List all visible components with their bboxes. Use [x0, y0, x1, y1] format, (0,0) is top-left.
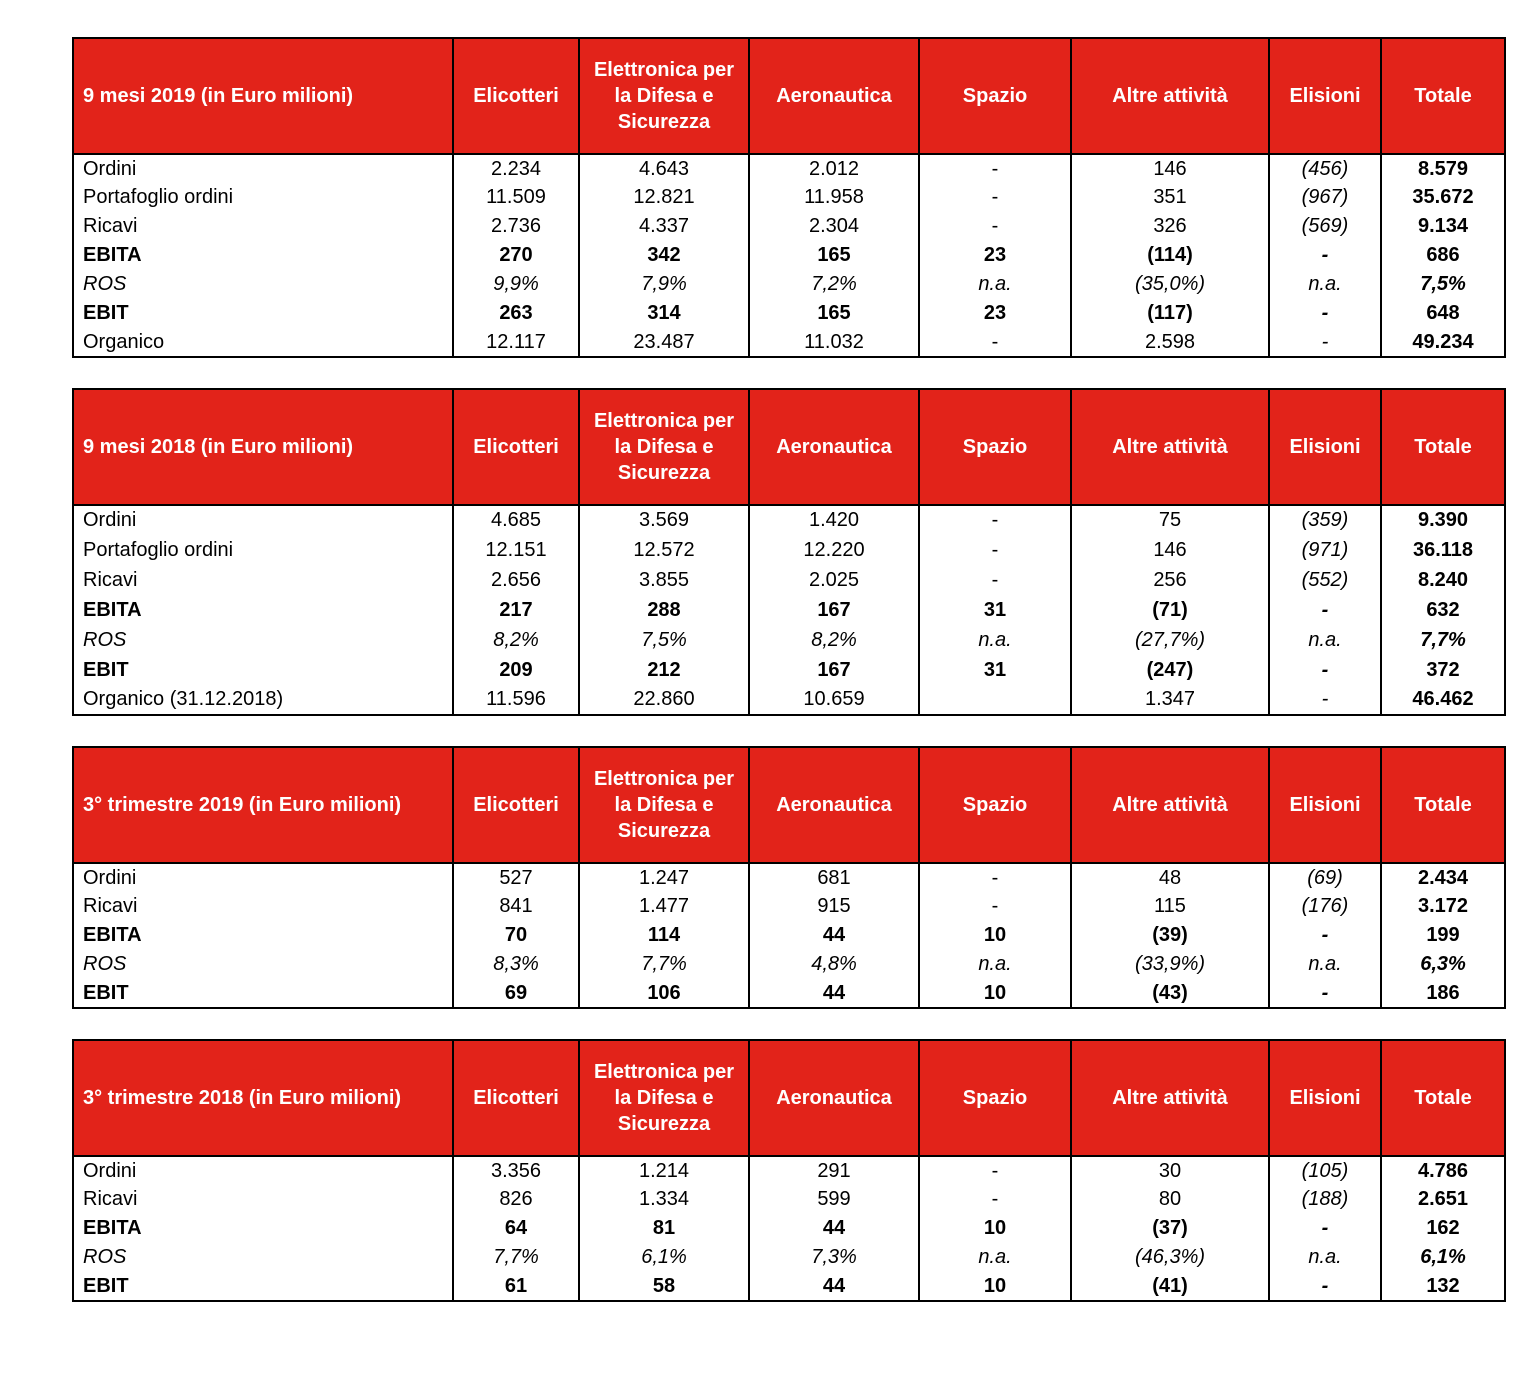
cell-totale: 648 — [1381, 299, 1505, 328]
cell-elettronica: 4.643 — [579, 154, 749, 183]
cell-altre-attivita: 1.347 — [1071, 685, 1269, 715]
table-row-ebita — [73, 595, 1505, 625]
cell-spazio: n.a. — [919, 625, 1071, 655]
column-header-totale: Totale — [1381, 38, 1505, 154]
cell-aeronautica: 165 — [749, 241, 919, 270]
cell-elisioni: n.a. — [1269, 950, 1381, 979]
cell-spazio: 10 — [919, 1214, 1071, 1243]
column-header-altre-attivita: Altre attività — [1071, 389, 1269, 505]
cell-altre-attivita: (71) — [1071, 595, 1269, 625]
cell-elicotteri: 527 — [453, 863, 579, 892]
cell-elisioni: (967) — [1269, 183, 1381, 212]
cell-aeronautica: 10.659 — [749, 685, 919, 715]
cell-totale: 132 — [1381, 1272, 1505, 1301]
cell-elettronica: 114 — [579, 921, 749, 950]
row-label: EBITA — [73, 595, 453, 625]
cell-spazio: - — [919, 535, 1071, 565]
column-header-spazio: Spazio — [919, 389, 1071, 505]
cell-totale: 49.234 — [1381, 328, 1505, 357]
cell-altre-attivita: (39) — [1071, 921, 1269, 950]
cell-altre-attivita: 115 — [1071, 892, 1269, 921]
cell-aeronautica: 44 — [749, 921, 919, 950]
column-header-elettronica: Elettronica per la Difesa e Sicurezza — [579, 38, 749, 154]
table-title: 9 mesi 2018 (in Euro milioni) — [73, 389, 453, 505]
cell-spazio: - — [919, 565, 1071, 595]
column-header-totale: Totale — [1381, 1040, 1505, 1156]
table-row-portafoglio-ordini — [73, 535, 1505, 565]
cell-elettronica: 7,5% — [579, 625, 749, 655]
cell-aeronautica: 1.420 — [749, 505, 919, 535]
cell-aeronautica: 291 — [749, 1156, 919, 1185]
cell-elisioni: - — [1269, 979, 1381, 1008]
cell-elettronica: 23.487 — [579, 328, 749, 357]
column-header-elicotteri: Elicotteri — [453, 1040, 579, 1156]
cell-elicotteri: 8,3% — [453, 950, 579, 979]
cell-totale: 7,7% — [1381, 625, 1505, 655]
cell-altre-attivita: (114) — [1071, 241, 1269, 270]
cell-spazio: n.a. — [919, 950, 1071, 979]
cell-elettronica: 7,9% — [579, 270, 749, 299]
cell-altre-attivita: (37) — [1071, 1214, 1269, 1243]
cell-elettronica: 314 — [579, 299, 749, 328]
cell-aeronautica: 44 — [749, 1272, 919, 1301]
cell-elettronica: 22.860 — [579, 685, 749, 715]
cell-elettronica: 1.247 — [579, 863, 749, 892]
cell-elisioni: - — [1269, 1214, 1381, 1243]
cell-totale: 2.651 — [1381, 1185, 1505, 1214]
cell-elisioni: n.a. — [1269, 625, 1381, 655]
row-label: ROS — [73, 270, 453, 299]
table-row-ebita — [73, 241, 1505, 270]
cell-elisioni: (552) — [1269, 565, 1381, 595]
cell-altre-attivita: 2.598 — [1071, 328, 1269, 357]
column-header-spazio: Spazio — [919, 38, 1071, 154]
column-header-altre-attivita: Altre attività — [1071, 747, 1269, 863]
cell-aeronautica: 11.032 — [749, 328, 919, 357]
cell-elicotteri: 217 — [453, 595, 579, 625]
table-row-ebita — [73, 921, 1505, 950]
row-label: ROS — [73, 1243, 453, 1272]
cell-elettronica: 1.477 — [579, 892, 749, 921]
cell-aeronautica: 8,2% — [749, 625, 919, 655]
cell-elicotteri: 2.736 — [453, 212, 579, 241]
row-label: Organico (31.12.2018) — [73, 685, 453, 715]
cell-elettronica: 12.572 — [579, 535, 749, 565]
table-row-ebit — [73, 299, 1505, 328]
cell-aeronautica: 4,8% — [749, 950, 919, 979]
row-label: EBITA — [73, 241, 453, 270]
cell-totale: 8.579 — [1381, 154, 1505, 183]
cell-altre-attivita: (35,0%) — [1071, 270, 1269, 299]
cell-aeronautica: 2.025 — [749, 565, 919, 595]
row-label: EBITA — [73, 1214, 453, 1243]
row-label: Ricavi — [73, 565, 453, 595]
column-header-elisioni: Elisioni — [1269, 389, 1381, 505]
table-row-ros — [73, 270, 1505, 299]
cell-totale: 36.118 — [1381, 535, 1505, 565]
column-header-spazio: Spazio — [919, 1040, 1071, 1156]
cell-spazio: - — [919, 212, 1071, 241]
cell-elicotteri: 263 — [453, 299, 579, 328]
table-row-ricavi — [73, 212, 1505, 241]
column-header-totale: Totale — [1381, 747, 1505, 863]
cell-spazio: 10 — [919, 979, 1071, 1008]
cell-elisioni: - — [1269, 299, 1381, 328]
column-header-elettronica: Elettronica per la Difesa e Sicurezza — [579, 1040, 749, 1156]
table-title: 9 mesi 2019 (in Euro milioni) — [73, 38, 453, 154]
row-label: EBIT — [73, 979, 453, 1008]
cell-elicotteri: 826 — [453, 1185, 579, 1214]
cell-aeronautica: 165 — [749, 299, 919, 328]
table-title: 3° trimestre 2019 (in Euro milioni) — [73, 747, 453, 863]
cell-elicotteri: 2.656 — [453, 565, 579, 595]
cell-elicotteri: 64 — [453, 1214, 579, 1243]
cell-elisioni: - — [1269, 655, 1381, 685]
cell-elicotteri: 12.151 — [453, 535, 579, 565]
column-header-aeronautica: Aeronautica — [749, 38, 919, 154]
cell-elettronica: 81 — [579, 1214, 749, 1243]
column-header-totale: Totale — [1381, 389, 1505, 505]
row-label: Ordini — [73, 1156, 453, 1185]
cell-elisioni: - — [1269, 595, 1381, 625]
cell-elicotteri: 270 — [453, 241, 579, 270]
row-label: Organico — [73, 328, 453, 357]
table-row-portafoglio-ordini — [73, 183, 1505, 212]
cell-spazio: 23 — [919, 299, 1071, 328]
cell-altre-attivita: 326 — [1071, 212, 1269, 241]
cell-spazio: - — [919, 328, 1071, 357]
cell-elettronica: 7,7% — [579, 950, 749, 979]
cell-altre-attivita: 351 — [1071, 183, 1269, 212]
row-label: EBIT — [73, 655, 453, 685]
column-header-elicotteri: Elicotteri — [453, 38, 579, 154]
cell-altre-attivita: 146 — [1071, 154, 1269, 183]
column-header-elicotteri: Elicotteri — [453, 389, 579, 505]
cell-altre-attivita: (43) — [1071, 979, 1269, 1008]
cell-totale: 8.240 — [1381, 565, 1505, 595]
cell-spazio: 31 — [919, 595, 1071, 625]
cell-elettronica: 1.214 — [579, 1156, 749, 1185]
cell-totale: 4.786 — [1381, 1156, 1505, 1185]
cell-altre-attivita: 30 — [1071, 1156, 1269, 1185]
cell-elicotteri: 11.509 — [453, 183, 579, 212]
cell-totale: 199 — [1381, 921, 1505, 950]
column-header-aeronautica: Aeronautica — [749, 1040, 919, 1156]
cell-elettronica: 12.821 — [579, 183, 749, 212]
column-header-altre-attivita: Altre attività — [1071, 38, 1269, 154]
column-header-altre-attivita: Altre attività — [1071, 1040, 1269, 1156]
table-row-ricavi — [73, 565, 1505, 595]
table-title: 3° trimestre 2018 (in Euro milioni) — [73, 1040, 453, 1156]
column-header-aeronautica: Aeronautica — [749, 389, 919, 505]
cell-aeronautica: 2.012 — [749, 154, 919, 183]
table-row-ricavi — [73, 1185, 1505, 1214]
cell-elicotteri: 12.117 — [453, 328, 579, 357]
table-row-ordini — [73, 154, 1505, 183]
cell-elicotteri: 3.356 — [453, 1156, 579, 1185]
cell-elisioni: (456) — [1269, 154, 1381, 183]
cell-elettronica: 4.337 — [579, 212, 749, 241]
cell-aeronautica: 44 — [749, 979, 919, 1008]
cell-altre-attivita: (27,7%) — [1071, 625, 1269, 655]
header-row — [73, 389, 1505, 505]
row-label: Ordini — [73, 505, 453, 535]
cell-altre-attivita: (46,3%) — [1071, 1243, 1269, 1272]
cell-elisioni: (971) — [1269, 535, 1381, 565]
cell-spazio: - — [919, 863, 1071, 892]
cell-elisioni: - — [1269, 1272, 1381, 1301]
column-header-elisioni: Elisioni — [1269, 747, 1381, 863]
table-row-ebit — [73, 1272, 1505, 1301]
cell-elisioni: - — [1269, 328, 1381, 357]
table-row-ros — [73, 625, 1505, 655]
cell-elettronica: 1.334 — [579, 1185, 749, 1214]
cell-spazio: 31 — [919, 655, 1071, 685]
table-9-mesi-2019-in-euro-milioni — [72, 37, 1506, 358]
column-header-aeronautica: Aeronautica — [749, 747, 919, 863]
cell-elicotteri: 9,9% — [453, 270, 579, 299]
cell-elisioni: - — [1269, 685, 1381, 715]
cell-elettronica: 3.855 — [579, 565, 749, 595]
cell-totale: 6,3% — [1381, 950, 1505, 979]
cell-aeronautica: 599 — [749, 1185, 919, 1214]
column-header-elettronica: Elettronica per la Difesa e Sicurezza — [579, 389, 749, 505]
table-row-ordini — [73, 863, 1505, 892]
cell-elisioni: (569) — [1269, 212, 1381, 241]
table-row-ebit — [73, 979, 1505, 1008]
cell-elisioni: (188) — [1269, 1185, 1381, 1214]
table-row-ricavi — [73, 892, 1505, 921]
header-row — [73, 747, 1505, 863]
cell-elicotteri: 841 — [453, 892, 579, 921]
cell-aeronautica: 7,3% — [749, 1243, 919, 1272]
cell-elettronica: 212 — [579, 655, 749, 685]
cell-spazio: n.a. — [919, 1243, 1071, 1272]
cell-aeronautica: 11.958 — [749, 183, 919, 212]
cell-totale: 686 — [1381, 241, 1505, 270]
cell-aeronautica: 44 — [749, 1214, 919, 1243]
cell-aeronautica: 167 — [749, 595, 919, 625]
cell-elicotteri: 11.596 — [453, 685, 579, 715]
cell-totale: 3.172 — [1381, 892, 1505, 921]
row-label: Portafoglio ordini — [73, 183, 453, 212]
cell-elicotteri: 69 — [453, 979, 579, 1008]
cell-altre-attivita: 75 — [1071, 505, 1269, 535]
cell-aeronautica: 681 — [749, 863, 919, 892]
cell-spazio: - — [919, 154, 1071, 183]
cell-elettronica: 58 — [579, 1272, 749, 1301]
table-row-organico — [73, 328, 1505, 357]
table-row-ros — [73, 950, 1505, 979]
column-header-spazio: Spazio — [919, 747, 1071, 863]
table-row-ordini — [73, 505, 1505, 535]
cell-elettronica: 288 — [579, 595, 749, 625]
cell-elettronica: 106 — [579, 979, 749, 1008]
cell-elettronica: 342 — [579, 241, 749, 270]
row-label: EBIT — [73, 1272, 453, 1301]
cell-spazio: - — [919, 1185, 1071, 1214]
cell-aeronautica: 167 — [749, 655, 919, 685]
cell-spazio: 10 — [919, 921, 1071, 950]
cell-aeronautica: 915 — [749, 892, 919, 921]
column-header-elettronica: Elettronica per la Difesa e Sicurezza — [579, 747, 749, 863]
cell-totale: 9.390 — [1381, 505, 1505, 535]
cell-spazio: 10 — [919, 1272, 1071, 1301]
header-row — [73, 38, 1505, 154]
table-row-ordini — [73, 1156, 1505, 1185]
table-row-ros — [73, 1243, 1505, 1272]
cell-elisioni: n.a. — [1269, 270, 1381, 299]
table-row-organico-31-12-2018 — [73, 685, 1505, 715]
cell-spazio: - — [919, 183, 1071, 212]
cell-elisioni: (69) — [1269, 863, 1381, 892]
cell-elicotteri: 7,7% — [453, 1243, 579, 1272]
cell-spazio: 23 — [919, 241, 1071, 270]
cell-totale: 35.672 — [1381, 183, 1505, 212]
table-row-ebit — [73, 655, 1505, 685]
cell-altre-attivita: (41) — [1071, 1272, 1269, 1301]
cell-altre-attivita: 80 — [1071, 1185, 1269, 1214]
row-label: Ricavi — [73, 212, 453, 241]
row-label: Ordini — [73, 863, 453, 892]
cell-altre-attivita: (117) — [1071, 299, 1269, 328]
header-row — [73, 1040, 1505, 1156]
row-label: Ordini — [73, 154, 453, 183]
cell-totale: 372 — [1381, 655, 1505, 685]
cell-totale: 9.134 — [1381, 212, 1505, 241]
row-label: EBITA — [73, 921, 453, 950]
table-3-trimestre-2018-in-euro-milioni — [72, 1039, 1506, 1302]
cell-elisioni: (176) — [1269, 892, 1381, 921]
table-9-mesi-2018-in-euro-milioni — [72, 388, 1506, 716]
cell-aeronautica: 12.220 — [749, 535, 919, 565]
cell-totale: 46.462 — [1381, 685, 1505, 715]
cell-spazio: - — [919, 505, 1071, 535]
table-3-trimestre-2019-in-euro-milioni — [72, 746, 1506, 1009]
cell-elisioni: n.a. — [1269, 1243, 1381, 1272]
cell-totale: 162 — [1381, 1214, 1505, 1243]
cell-elicotteri: 209 — [453, 655, 579, 685]
row-label: EBIT — [73, 299, 453, 328]
cell-elisioni: - — [1269, 921, 1381, 950]
cell-elettronica: 3.569 — [579, 505, 749, 535]
cell-elicotteri: 70 — [453, 921, 579, 950]
cell-altre-attivita: (33,9%) — [1071, 950, 1269, 979]
table-row-ebita — [73, 1214, 1505, 1243]
cell-spazio: - — [919, 1156, 1071, 1185]
cell-aeronautica: 2.304 — [749, 212, 919, 241]
cell-altre-attivita: 48 — [1071, 863, 1269, 892]
cell-spazio: - — [919, 892, 1071, 921]
cell-totale: 186 — [1381, 979, 1505, 1008]
cell-altre-attivita: 256 — [1071, 565, 1269, 595]
row-label: Portafoglio ordini — [73, 535, 453, 565]
cell-spazio: n.a. — [919, 270, 1071, 299]
cell-elicotteri: 2.234 — [453, 154, 579, 183]
cell-elicotteri: 61 — [453, 1272, 579, 1301]
cell-altre-attivita: 146 — [1071, 535, 1269, 565]
column-header-elicotteri: Elicotteri — [453, 747, 579, 863]
cell-elicotteri: 8,2% — [453, 625, 579, 655]
cell-totale: 632 — [1381, 595, 1505, 625]
cell-elicotteri: 4.685 — [453, 505, 579, 535]
column-header-elisioni: Elisioni — [1269, 1040, 1381, 1156]
cell-elisioni: - — [1269, 241, 1381, 270]
cell-aeronautica: 7,2% — [749, 270, 919, 299]
cell-totale: 6,1% — [1381, 1243, 1505, 1272]
column-header-elisioni: Elisioni — [1269, 38, 1381, 154]
cell-totale: 7,5% — [1381, 270, 1505, 299]
cell-altre-attivita: (247) — [1071, 655, 1269, 685]
cell-totale: 2.434 — [1381, 863, 1505, 892]
row-label: ROS — [73, 950, 453, 979]
cell-elettronica: 6,1% — [579, 1243, 749, 1272]
row-label: Ricavi — [73, 1185, 453, 1214]
cell-spazio — [919, 685, 1071, 715]
cell-elisioni: (359) — [1269, 505, 1381, 535]
cell-elisioni: (105) — [1269, 1156, 1381, 1185]
row-label: Ricavi — [73, 892, 453, 921]
row-label: ROS — [73, 625, 453, 655]
